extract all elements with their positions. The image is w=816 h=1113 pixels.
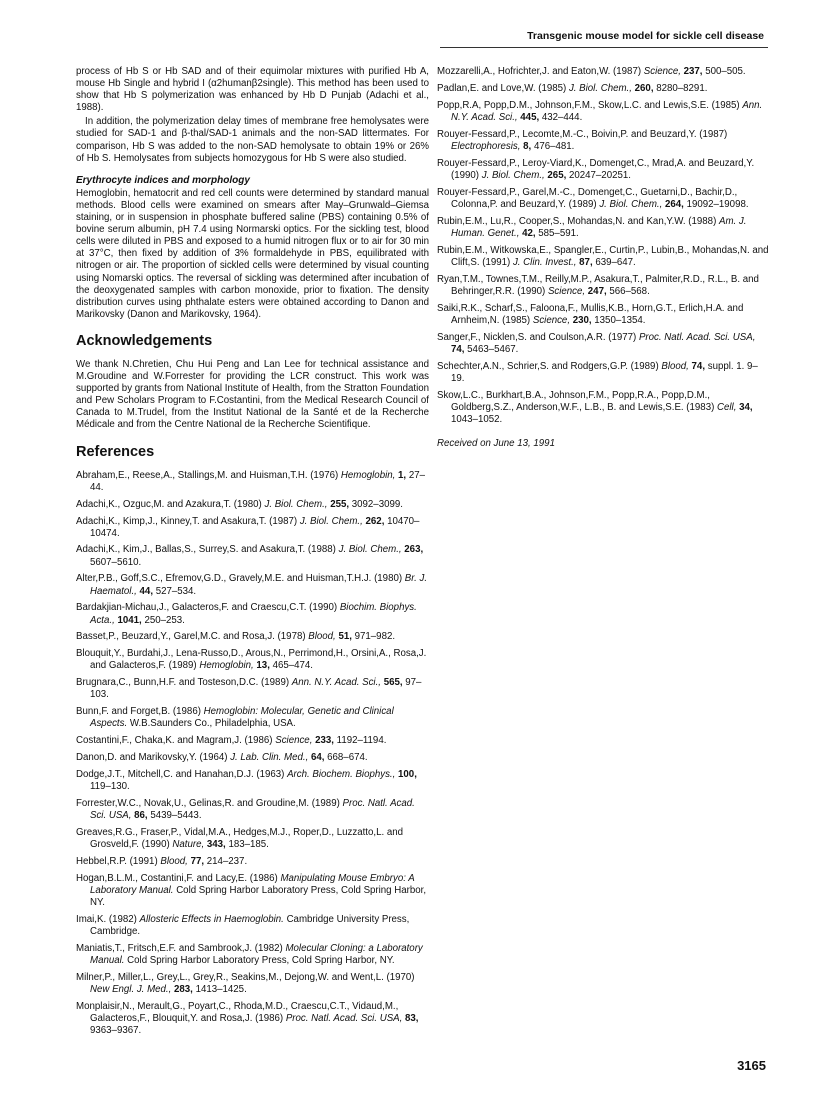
reference-authors: Milner,P., Miller,L., Grey,L., Grey,R., Seakins,M., Dejong,W. and Went,L. (1970) <box>76 971 415 983</box>
reference-item <box>76 706 429 730</box>
reference-pages: 9363–9367. <box>90 1025 142 1037</box>
reference-pages: 8280–8291. <box>656 82 708 94</box>
reference-journal: Proc. Natl. Acad. Sci. USA, <box>90 798 415 822</box>
reference-volume: 237, <box>683 66 703 77</box>
reference-volume: 86, <box>134 810 148 822</box>
reference-volume: 264, <box>665 198 684 210</box>
reference-volume: 74, <box>451 343 465 355</box>
intro-paragraph-2: In addition, the polymerization delay times of membrane free hemolysates were studied for SAD-1 and β-thal/SAD-1 animals and the non-SAD littermates. For comparison, Hb S was added to the non-SAD hemolysate to obtain 19% or 26% of Hb S. Hemolysates from subjects homozygous for Hb S were also studied. <box>76 116 429 164</box>
reference-pages: 500–505. <box>705 66 746 77</box>
reference-volume: 283, <box>174 984 193 996</box>
reference-item <box>76 602 429 626</box>
reference-volume: 8, <box>523 140 532 152</box>
reference-authors: Abraham,E., Reese,A., Stallings,M. and Huisman,T.H. (1976) <box>76 469 339 481</box>
reference-authors: Rouyer-Fessard,P., Lecomte,M.-C., Boivin,P. and Beuzard,Y. (1987) <box>437 128 728 140</box>
reference-item <box>76 516 429 540</box>
reference-volume: 83, <box>405 1013 419 1025</box>
page-number: 3165 <box>737 1058 766 1073</box>
reference-item <box>437 83 771 95</box>
erythrocyte-text: Hemoglobin, hematocrit and red cell counts were determined by standard manual methods. Blood cells were examined on smears after May–Grunwald–Giemsa staining, or in suspension in phosphate buffered saline (PBS) containing 0.5% of bovine serum albumin, pH 7.4 using Normarski optics. For the sickling test, blood cells were diluted in PBS and exposed to a humid nitrogen flux or to air for 30 min at 37°C, then fixed by addition of 3% formaldehyde in PBS, equilibrated with nitrogen or air. The proportion of sickled cells were determined by visual counting using Nomarski optics. The reversal of sickling was determined after incubation of the deoxygenated samples with carbon monoxide, prior to fixation. The density distribution curves using phthalate esters were obtained according to Danon and Marikovsky (Danon and Marikovsky, 1964). <box>76 187 429 320</box>
reference-volume: 445, <box>520 111 540 123</box>
reference-authors: Padlan,E. and Love,W. (1985) <box>437 82 567 94</box>
reference-pages: 5607–5610. <box>90 556 142 568</box>
reference-pages: 5439–5443. <box>150 810 202 822</box>
reference-journal: J. Clin. Invest., <box>512 256 577 268</box>
reference-volume: 64, <box>310 752 325 764</box>
reference-journal: Manipulating Mouse Embryo: A Laboratory Manual. <box>90 872 415 896</box>
running-title: Transgenic mouse model for sickle cell disease <box>527 30 764 42</box>
reference-authors: Brugnara,C., Bunn,H.F. and Tosteson,D.C. (1989) <box>76 677 290 689</box>
reference-item <box>76 648 429 672</box>
references-list-left <box>76 470 429 1038</box>
reference-item <box>437 390 771 426</box>
reference-journal: J. Biol. Chem., <box>299 515 363 527</box>
reference-authors: Mozzarelli,A., Hofrichter,J. and Eaton,W. (1987) <box>437 66 642 77</box>
reference-journal: Cell, <box>717 401 737 413</box>
reference-pages: Cold Spring Harbor Laboratory Press, Cold Spring Harbor, NY. <box>90 885 427 909</box>
reference-pages: suppl. 1. 9–19. <box>451 360 758 384</box>
reference-authors: Ryan,T.M., Townes,T.M., Reilly,M.P., Asakura,T., Palmiter,R.D., R.L., B. and Behringer,R.R. (1990) <box>437 273 759 297</box>
reference-authors: Hebbel,R.P. (1991) <box>76 856 158 868</box>
reference-pages: 566–568. <box>609 285 650 297</box>
reference-volume: 74, <box>691 360 706 372</box>
reference-pages: 5463–5467. <box>467 343 519 355</box>
reference-volume: 42, <box>522 227 536 239</box>
reference-item <box>76 798 429 822</box>
reference-item <box>76 873 429 909</box>
reference-journal: J. Biol. Chem., <box>264 498 328 510</box>
reference-authors: Rouyer-Fessard,P., Leroy-Viard,K., Domenget,C., Mrad,A. and Beuzard,Y. (1990) <box>437 157 755 181</box>
reference-volume: 1041, <box>117 614 142 626</box>
reference-pages: Cambridge University Press, Cambridge. <box>90 913 410 938</box>
reference-item <box>76 677 429 701</box>
reference-authors: Costantini,F., Chaka,K. and Magram,J. (1986) <box>76 735 273 747</box>
reference-item <box>76 499 429 511</box>
reference-pages: 476–481. <box>533 140 575 152</box>
reference-authors: Basset,P., Beuzard,Y., Garel,M.C. and Rosa,J. (1978) <box>76 631 306 643</box>
reference-authors: Danon,D. and Marikovsky,Y. (1964) <box>76 752 228 764</box>
reference-pages: 1413–1425. <box>195 984 247 996</box>
left-column <box>76 66 429 1037</box>
reference-authors: Adachi,K., Kimp,J., Kinney,T. and Asakura,T. (1987) <box>76 515 298 527</box>
reference-item <box>76 1001 429 1037</box>
reference-volume: 247, <box>587 285 607 297</box>
reference-item <box>76 544 429 568</box>
reference-authors: Forrester,W.C., Novak,U., Gelinas,R. and Groudine,M. (1989) <box>76 798 340 810</box>
reference-item <box>76 914 429 938</box>
reference-volume: 34, <box>739 401 753 413</box>
right-column <box>437 66 771 450</box>
reference-volume: 265, <box>547 169 567 181</box>
reference-item <box>437 187 771 211</box>
reference-journal: Proc. Natl. Acad. Sci. USA, <box>638 331 756 343</box>
reference-journal: Biochim. Biophys. Acta., <box>90 602 417 626</box>
erythrocyte-heading: Erythrocyte indices and morphology <box>76 174 250 186</box>
reference-journal: Hemoglobin: Molecular, Genetic and Clinical Aspects. <box>90 706 394 730</box>
reference-item <box>437 66 771 78</box>
reference-authors: Skow,L.C., Burkhart,B.A., Johnson,F.M., Popp,R.A., Popp,D.M., Goldberg,S.Z., Anderson,W.F., L.B., B. and Lewis,S.E. (1983) <box>437 389 715 413</box>
reference-item <box>437 100 771 124</box>
reference-item <box>76 735 429 747</box>
reference-pages: 119–130. <box>90 781 130 793</box>
reference-pages: 250–253. <box>144 614 185 626</box>
reference-authors: Maniatis,T., Fritsch,E.F. and Sambrook,J. (1982) <box>76 942 283 954</box>
reference-volume: 255, <box>330 498 350 510</box>
reference-item <box>437 332 771 356</box>
reference-journal: Electrophoresis, <box>451 140 521 152</box>
reference-pages: 1192–1194. <box>336 735 387 747</box>
reference-journal: Science, <box>643 66 681 77</box>
reference-item <box>76 827 429 851</box>
reference-item <box>437 158 771 182</box>
reference-pages: 3092–3099. <box>351 498 403 510</box>
reference-journal: Molecular Cloning: a Laboratory Manual. <box>90 942 423 967</box>
reference-volume: 13, <box>256 660 270 672</box>
reference-item <box>437 303 771 327</box>
reference-authors: Alter,P.B., Goff,S.C., Efremov,G.D., Gravely,M.E. and Huisman,T.H.J. (1980) <box>76 573 403 585</box>
reference-pages: 27–44. <box>90 469 425 493</box>
reference-journal: Allosteric Effects in Haemoglobin. <box>139 913 284 925</box>
reference-volume: 77, <box>190 856 205 868</box>
reference-journal: Proc. Natl. Acad. Sci. USA, <box>285 1013 403 1025</box>
reference-pages: 20247–20251. <box>568 169 631 181</box>
reference-item <box>76 752 429 764</box>
reference-journal: Am. J. Human. Genet., <box>451 215 747 239</box>
reference-authors: Rubin,E.M., Lu,R., Cooper,S., Mohandas,N. and Kan,Y.W. (1988) <box>437 215 717 227</box>
reference-volume: 51, <box>338 631 352 643</box>
reference-authors: Imai,K. (1982) <box>76 913 137 925</box>
header-rule <box>440 47 768 48</box>
reference-authors: Rubin,E.M., Witkowska,E., Spangler,E., Curtin,P., Lubin,B., Mohandas,N. and Clift,S. (1991) <box>437 244 769 268</box>
acknowledgements-heading: Acknowledgements <box>76 332 213 349</box>
reference-authors: Schechter,A.N., Schrier,S. and Rodgers,G.P. (1989) <box>437 360 659 372</box>
reference-pages: Cold Spring Harbor Laboratory Press, Cold Spring Harbor, NY. <box>127 955 395 967</box>
reference-volume: 263, <box>404 544 424 556</box>
references-heading: References <box>76 443 155 460</box>
reference-item <box>437 245 771 269</box>
reference-pages: 214–237. <box>206 856 248 868</box>
reference-journal: Blood, <box>661 360 689 372</box>
reference-volume: 87, <box>579 256 593 268</box>
reference-pages: 19092–19098. <box>686 198 749 210</box>
reference-journal: Blood, <box>160 856 188 868</box>
reference-volume: 44, <box>139 585 154 597</box>
received-date: Received on June 13, 1991 <box>437 437 555 449</box>
reference-authors: Adachi,K., Kim,J., Ballas,S., Surrey,S. and Asakura,T. (1988) <box>76 544 336 556</box>
reference-item <box>437 274 771 298</box>
reference-volume: 1, <box>398 469 407 481</box>
reference-pages: 465–474. <box>272 660 313 672</box>
reference-journal: Nature, <box>172 839 205 851</box>
reference-authors: Hogan,B.L.M., Costantini,F. and Lacy,E. (1986) <box>76 872 278 884</box>
reference-item <box>76 573 429 597</box>
reference-authors: Dodge,J.T., Mitchell,C. and Hanahan,D.J. (1963) <box>76 769 285 781</box>
reference-pages: 668–674. <box>327 752 368 764</box>
reference-journal: Ann. N.Y. Acad. Sci., <box>291 677 381 689</box>
reference-volume: 343, <box>206 839 226 851</box>
reference-pages: 971–982. <box>354 631 396 643</box>
acknowledgements-text: We thank N.Chretien, Chu Hui Peng and Lan Lee for technical assistance and M.Groudine and W.Forrester for providing the LCR construct. This work was supported by grants from National Institute of Health, from the Stratton Foundation and Pew Scholars Program to F.Costantini, from the Medical Research Council of Canada to M.Trudel, from the Institut National de la Santé et de la Recherche Médicale and from the Centre National de la Recherche Scientifique. <box>76 358 429 431</box>
reference-authors: Saiki,R.K., Scharf,S., Faloona,F., Mullis,K.B., Horn,G.T., Erlich,H.A. and Arnheim,N. (1985) <box>437 302 744 326</box>
references-list-right <box>437 66 771 426</box>
reference-item <box>76 470 429 494</box>
reference-item <box>76 972 429 996</box>
reference-volume: 230, <box>572 314 592 326</box>
reference-volume: 233, <box>315 735 334 747</box>
reference-authors: Monplaisir,N., Merault,G., Poyart,C., Rhoda,M.D., Craescu,C.T., Vidaud,M., Galacteros,F., Blouquit,Y. and Rosa,J. (1986) <box>76 1000 399 1025</box>
reference-pages: 639–647. <box>595 256 636 268</box>
reference-journal: Arch. Biochem. Biophys., <box>287 769 396 781</box>
reference-journal: J. Biol. Chem., <box>599 198 663 210</box>
intro-paragraph-1: process of Hb S or Hb SAD and of their equimolar mixtures with purified Hb A, mouse Hb Single and hybrid I (α2humanβ2single). This method has been used to show that Hb S polymerization was enhanced by Hb D Punjab (Adachi et al., 1988). <box>76 66 429 114</box>
reference-journal: Ann. N.Y. Acad. Sci., <box>451 99 763 123</box>
reference-item <box>76 631 429 643</box>
reference-authors: Sanger,F., Nicklen,S. and Coulson,A.R. (1977) <box>437 331 637 343</box>
reference-volume: 565, <box>383 677 403 689</box>
reference-authors: Adachi,K., Ozguc,M. and Azakura,T. (1980) <box>76 498 262 510</box>
reference-pages: 527–534. <box>155 585 197 597</box>
reference-journal: New Engl. J. Med., <box>90 984 172 996</box>
reference-item <box>76 856 429 868</box>
reference-journal: J. Biol. Chem., <box>481 169 545 181</box>
reference-pages: 183–185. <box>228 839 269 851</box>
reference-item <box>437 361 771 385</box>
reference-pages: 10470–10474. <box>90 515 420 539</box>
reference-journal: J. Lab. Clin. Med., <box>230 752 309 764</box>
reference-journal: J. Biol. Chem., <box>338 544 402 556</box>
reference-pages: 432–444. <box>541 111 583 123</box>
reference-journal: Science, <box>532 314 571 326</box>
reference-volume: 262, <box>365 515 385 527</box>
reference-journal: Science, <box>547 285 586 297</box>
reference-authors: Rouyer-Fessard,P., Garel,M.-C., Domenget,C., Guetarni,D., Bachir,D., Colonna,P. and Beuzard,Y. (1989) <box>437 186 738 210</box>
reference-authors: Greaves,R.G., Fraser,P., Vidal,M.A., Hedges,M.J., Roper,D., Luzzatto,L. and Grosveld,F. (1990) <box>76 827 404 851</box>
reference-item <box>437 216 771 240</box>
reference-journal: Hemoglobin, <box>340 469 396 481</box>
reference-pages: W.B.Saunders Co., Philadelphia, USA. <box>129 718 296 730</box>
reference-pages: 1043–1052. <box>451 413 503 425</box>
reference-item <box>76 943 429 967</box>
reference-journal: Hemoglobin, <box>199 660 254 672</box>
reference-pages: 585–591. <box>538 227 579 239</box>
reference-journal: Br. J. Haematol., <box>90 573 428 597</box>
reference-journal: Blood, <box>308 631 336 643</box>
reference-journal: Science, <box>275 735 313 747</box>
reference-volume: 260, <box>634 82 654 94</box>
reference-authors: Bardakjian-Michau,J., Galacteros,F. and Craescu,C.T. (1990) <box>76 602 338 614</box>
reference-authors: Popp,R.A, Popp,D.M., Johnson,F.M., Skow,L.C. and Lewis,S.E. (1985) <box>437 99 740 111</box>
reference-authors: Blouquit,Y., Burdahi,J., Lena-Russo,D., Arous,N., Perrimond,H., Orsini,A., Rosa,J. and Galacteros,F. (1989) <box>76 648 427 672</box>
reference-pages: 1350–1354. <box>594 314 646 326</box>
reference-volume: 100, <box>398 769 417 781</box>
reference-pages: 97–103. <box>90 677 422 701</box>
reference-item <box>76 769 429 793</box>
reference-item <box>437 129 771 153</box>
reference-journal: J. Biol. Chem., <box>568 82 632 94</box>
reference-authors: Bunn,F. and Forget,B. (1986) <box>76 706 201 718</box>
